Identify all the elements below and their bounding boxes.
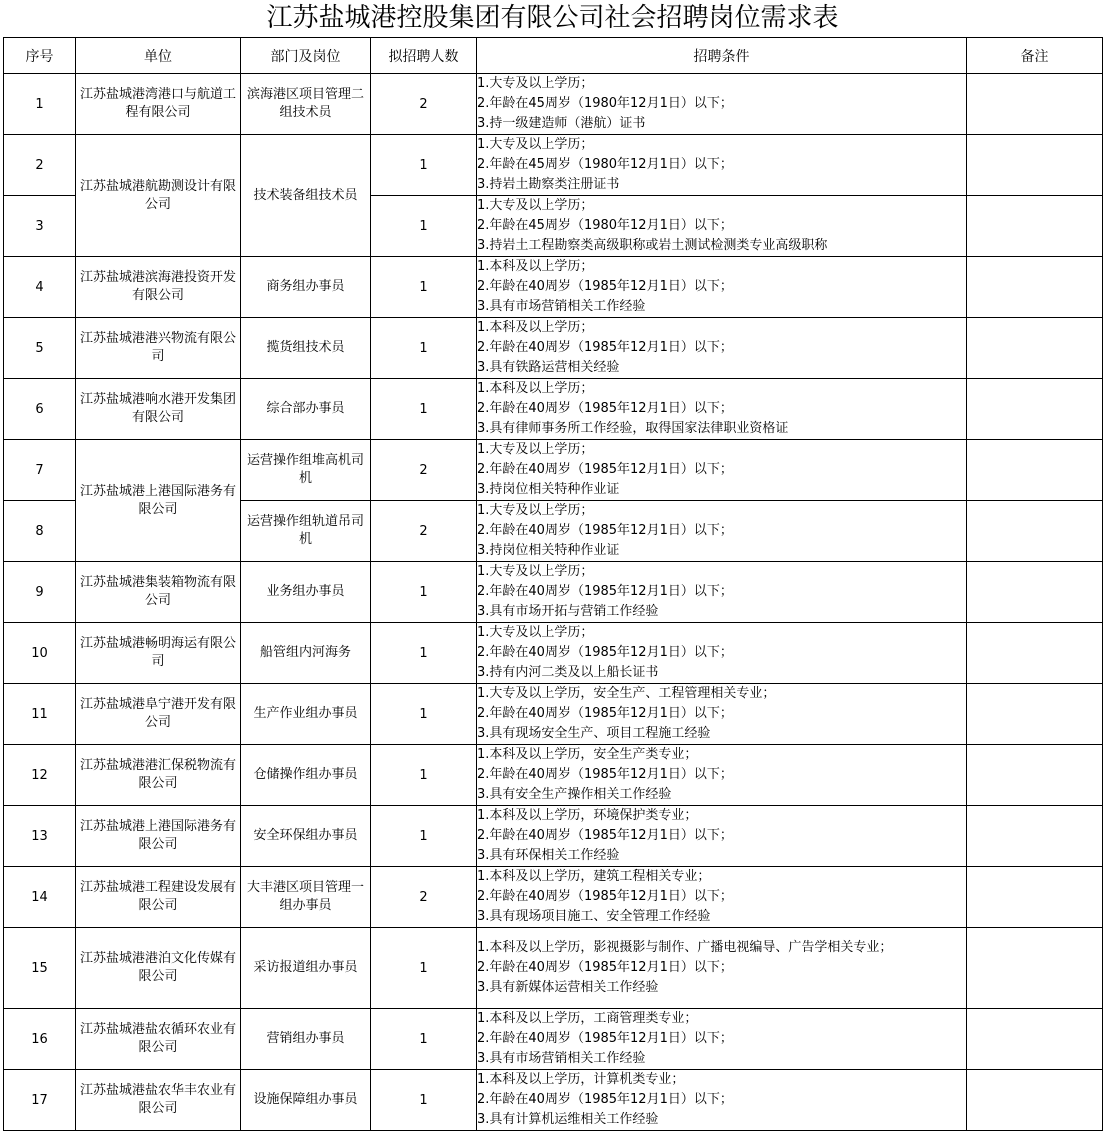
dept-cell: 商务组办事员 (241, 257, 371, 318)
unit-cell: 江苏盐城港航勘测设计有限公司 (76, 135, 241, 257)
unit-cell: 江苏盐城港工程建设发展有限公司 (76, 867, 241, 928)
count-cell: 2 (371, 440, 477, 501)
condition-line: 1.本科及以上学历，计算机类专业； (477, 1072, 685, 1087)
unit-cell: 江苏盐城港港兴物流有限公司 (76, 318, 241, 379)
conditions-cell (477, 745, 967, 806)
unit-cell: 江苏盐城港上港国际港务有限公司 (76, 806, 241, 867)
note-cell (967, 135, 1103, 196)
seq-cell: 6 (4, 379, 76, 440)
note-cell (967, 806, 1103, 867)
condition-line: 3.具有现场安全生产、项目工程施工经验 (477, 726, 711, 741)
conditions-cell (477, 135, 967, 196)
condition-line: 2.年龄在45周岁（1980年12月1日）以下； (477, 218, 733, 233)
table-row (4, 135, 1103, 196)
dept-cell: 安全环保组办事员 (241, 806, 371, 867)
condition-line: 1.大专及以上学历； (477, 625, 594, 640)
condition-line: 3.具有计算机运维相关工作经验 (477, 1112, 659, 1127)
seq-cell: 4 (4, 257, 76, 318)
condition-line: 2.年龄在40周岁（1985年12月1日）以下； (477, 706, 733, 721)
condition-line: 2.年龄在40周岁（1985年12月1日）以下； (477, 340, 733, 355)
note-cell (967, 501, 1103, 562)
condition-line: 3.具有新媒体运营相关工作经验 (477, 980, 659, 995)
condition-line: 1.大专及以上学历； (477, 564, 594, 579)
count-cell: 1 (371, 745, 477, 806)
seq-cell: 1 (4, 74, 76, 135)
table-row (4, 1009, 1103, 1070)
conditions-cell (477, 501, 967, 562)
table-row (4, 257, 1103, 318)
condition-line: 2.年龄在40周岁（1985年12月1日）以下； (477, 523, 733, 538)
conditions-cell (477, 1070, 967, 1131)
dept-cell: 生产作业组办事员 (241, 684, 371, 745)
conditions-cell (477, 257, 967, 318)
condition-line: 1.本科及以上学历； (477, 259, 594, 274)
table-row (4, 684, 1103, 745)
condition-line: 1.大专及以上学历； (477, 503, 594, 518)
count-cell: 1 (371, 806, 477, 867)
conditions-cell (477, 928, 967, 1009)
header-seq: 序号 (4, 38, 76, 74)
condition-line: 3.持岩土工程勘察类高级职称或岩土测试检测类专业高级职称 (477, 238, 828, 253)
condition-line: 3.具有铁路运营相关经验 (477, 360, 620, 375)
dept-cell: 运营操作组堆高机司机 (241, 440, 371, 501)
table-row (4, 623, 1103, 684)
unit-cell: 江苏盐城港滨海港投资开发有限公司 (76, 257, 241, 318)
dept-cell: 设施保障组办事员 (241, 1070, 371, 1131)
seq-cell: 2 (4, 135, 76, 196)
unit-cell: 江苏盐城港盐农循环农业有限公司 (76, 1009, 241, 1070)
dept-cell: 采访报道组办事员 (241, 928, 371, 1009)
note-cell (967, 867, 1103, 928)
count-cell: 2 (371, 501, 477, 562)
condition-line: 1.本科及以上学历，环境保护类专业； (477, 808, 698, 823)
conditions-cell (477, 1009, 967, 1070)
condition-line: 1.本科及以上学历，影视摄影与制作、广播电视编导、广告学相关专业； (477, 940, 893, 955)
condition-line: 1.大专及以上学历； (477, 137, 594, 152)
table-row (4, 806, 1103, 867)
conditions-cell (477, 318, 967, 379)
seq-cell: 8 (4, 501, 76, 562)
note-cell (967, 1070, 1103, 1131)
condition-line: 1.本科及以上学历，工商管理类专业； (477, 1011, 698, 1026)
unit-cell: 江苏盐城港集装箱物流有限公司 (76, 562, 241, 623)
note-cell (967, 562, 1103, 623)
seq-cell: 12 (4, 745, 76, 806)
condition-line: 2.年龄在40周岁（1985年12月1日）以下； (477, 584, 733, 599)
dept-cell: 综合部办事员 (241, 379, 371, 440)
condition-line: 2.年龄在40周岁（1985年12月1日）以下； (477, 279, 733, 294)
condition-line: 2.年龄在45周岁（1980年12月1日）以下； (477, 157, 733, 172)
note-cell (967, 1009, 1103, 1070)
unit-cell: 江苏盐城港畅明海运有限公司 (76, 623, 241, 684)
header-conditions: 招聘条件 (477, 38, 967, 74)
header-count: 拟招聘人数 (371, 38, 477, 74)
count-cell: 1 (371, 928, 477, 1009)
dept-cell: 大丰港区项目管理一组办事员 (241, 867, 371, 928)
count-cell: 1 (371, 379, 477, 440)
note-cell (967, 74, 1103, 135)
dept-cell: 业务组办事员 (241, 562, 371, 623)
condition-line: 3.持一级建造师（港航）证书 (477, 116, 646, 131)
condition-line: 2.年龄在45周岁（1980年12月1日）以下； (477, 96, 733, 111)
condition-line: 2.年龄在40周岁（1985年12月1日）以下； (477, 767, 733, 782)
count-cell: 1 (371, 1009, 477, 1070)
dept-cell: 滨海港区项目管理二组技术员 (241, 74, 371, 135)
condition-line: 3.具有安全生产操作相关工作经验 (477, 787, 672, 802)
dept-cell: 营销组办事员 (241, 1009, 371, 1070)
conditions-cell (477, 74, 967, 135)
header-row (4, 38, 1103, 74)
unit-cell: 江苏盐城港阜宁港开发有限公司 (76, 684, 241, 745)
condition-line: 3.持岗位相关特种作业证 (477, 543, 620, 558)
table-row (4, 440, 1103, 501)
condition-line: 2.年龄在40周岁（1985年12月1日）以下； (477, 645, 733, 660)
condition-line: 3.持岗位相关特种作业证 (477, 482, 620, 497)
note-cell (967, 684, 1103, 745)
count-cell: 1 (371, 135, 477, 196)
table-row (4, 867, 1103, 928)
note-cell (967, 318, 1103, 379)
conditions-cell (477, 196, 967, 257)
conditions-cell (477, 867, 967, 928)
condition-line: 1.本科及以上学历，安全生产类专业； (477, 747, 698, 762)
seq-cell: 15 (4, 928, 76, 1009)
note-cell (967, 257, 1103, 318)
conditions-cell (477, 379, 967, 440)
condition-line: 3.持有内河二类及以上船长证书 (477, 665, 659, 680)
conditions-cell (477, 684, 967, 745)
condition-line: 2.年龄在40周岁（1985年12月1日）以下； (477, 1092, 733, 1107)
condition-line: 3.持岩土勘察类注册证书 (477, 177, 620, 192)
dept-cell: 揽货组技术员 (241, 318, 371, 379)
unit-cell: 江苏盐城港湾港口与航道工程有限公司 (76, 74, 241, 135)
seq-cell: 13 (4, 806, 76, 867)
unit-cell: 江苏盐城港响水港开发集团有限公司 (76, 379, 241, 440)
dept-cell: 仓储操作组办事员 (241, 745, 371, 806)
dept-cell: 船管组内河海务 (241, 623, 371, 684)
condition-line: 1.本科及以上学历，建筑工程相关专业； (477, 869, 711, 884)
note-cell (967, 623, 1103, 684)
count-cell: 1 (371, 684, 477, 745)
dept-cell: 技术装备组技术员 (241, 135, 371, 257)
seq-cell: 7 (4, 440, 76, 501)
note-cell (967, 928, 1103, 1009)
unit-cell: 江苏盐城港上港国际港务有限公司 (76, 440, 241, 562)
note-cell (967, 440, 1103, 501)
seq-cell: 11 (4, 684, 76, 745)
header-unit: 单位 (76, 38, 241, 74)
condition-line: 2.年龄在40周岁（1985年12月1日）以下； (477, 462, 733, 477)
header-notes: 备注 (967, 38, 1103, 74)
condition-line: 1.大专及以上学历； (477, 198, 594, 213)
condition-line: 2.年龄在40周岁（1985年12月1日）以下； (477, 960, 733, 975)
count-cell: 2 (371, 74, 477, 135)
table-row (4, 1070, 1103, 1131)
note-cell (967, 196, 1103, 257)
seq-cell: 5 (4, 318, 76, 379)
seq-cell: 16 (4, 1009, 76, 1070)
count-cell: 1 (371, 1070, 477, 1131)
conditions-cell (477, 440, 967, 501)
seq-cell: 17 (4, 1070, 76, 1131)
condition-line: 3.具有律师事务所工作经验，取得国家法律职业资格证 (477, 421, 789, 436)
unit-cell: 江苏盐城港港汇保税物流有限公司 (76, 745, 241, 806)
count-cell: 1 (371, 623, 477, 684)
seq-cell: 14 (4, 867, 76, 928)
condition-line: 1.大专及以上学历； (477, 442, 594, 457)
page-title: 江苏盐城港控股集团有限公司社会招聘岗位需求表 (266, 3, 839, 33)
count-cell: 2 (371, 867, 477, 928)
condition-line: 2.年龄在40周岁（1985年12月1日）以下； (477, 828, 733, 843)
dept-cell: 运营操作组轨道吊司机 (241, 501, 371, 562)
header-dept: 部门及岗位 (241, 38, 371, 74)
seq-cell: 10 (4, 623, 76, 684)
conditions-cell (477, 806, 967, 867)
table-row (4, 928, 1103, 1009)
table-row (4, 74, 1103, 135)
seq-cell: 9 (4, 562, 76, 623)
count-cell: 1 (371, 196, 477, 257)
table-row (4, 562, 1103, 623)
table-row (4, 745, 1103, 806)
conditions-cell (477, 623, 967, 684)
count-cell: 1 (371, 562, 477, 623)
condition-line: 3.具有市场营销相关工作经验 (477, 299, 646, 314)
condition-line: 3.具有现场项目施工、安全管理工作经验 (477, 909, 711, 924)
condition-line: 3.具有环保相关工作经验 (477, 848, 620, 863)
condition-line: 1.本科及以上学历； (477, 381, 594, 396)
unit-cell: 江苏盐城港港泊文化传媒有限公司 (76, 928, 241, 1009)
note-cell (967, 745, 1103, 806)
count-cell: 1 (371, 318, 477, 379)
condition-line: 3.具有市场营销相关工作经验 (477, 1051, 646, 1066)
condition-line: 2.年龄在40周岁（1985年12月1日）以下； (477, 889, 733, 904)
condition-line: 3.具有市场开拓与营销工作经验 (477, 604, 659, 619)
condition-line: 1.大专及以上学历，安全生产、工程管理相关专业； (477, 686, 776, 701)
recruitment-table (3, 37, 1103, 1131)
condition-line: 1.本科及以上学历； (477, 320, 594, 335)
table-row (4, 379, 1103, 440)
conditions-cell (477, 562, 967, 623)
count-cell: 1 (371, 257, 477, 318)
seq-cell: 3 (4, 196, 76, 257)
condition-line: 1.大专及以上学历； (477, 76, 594, 91)
table-row (4, 318, 1103, 379)
condition-line: 2.年龄在40周岁（1985年12月1日）以下； (477, 401, 733, 416)
condition-line: 2.年龄在40周岁（1985年12月1日）以下； (477, 1031, 733, 1046)
unit-cell: 江苏盐城港盐农华丰农业有限公司 (76, 1070, 241, 1131)
note-cell (967, 379, 1103, 440)
